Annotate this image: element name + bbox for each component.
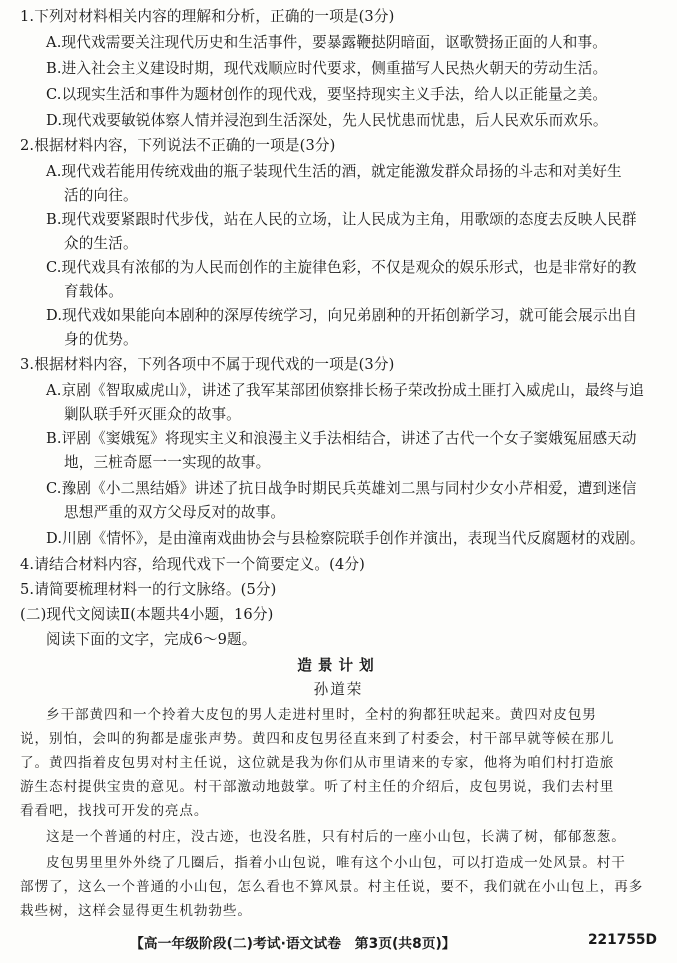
story-paragraph-1-line-1: 乡干部黄四和一个拎着大皮包的男人走进村里时，全村的狗都狂吠起来。黄四对皮包男	[46, 707, 597, 723]
question-1-option-b: B.进入社会主义建设时期，现代戏顺应时代要求，侧重描写人民热火朝天的劳动生活。	[46, 60, 608, 77]
section-2-heading: (二)现代文阅读Ⅱ(本题共4小题，16分)	[20, 606, 274, 623]
question-3-option-c-cont: 思想严重的双方父母反对的故事。	[64, 504, 286, 521]
question-3-option-b: B.评剧《窦娥冤》将现实主义和浪漫主义手法相结合，讲述了古代一个女子窦娥冤屈感天动	[46, 430, 637, 447]
question-1-stem: 1.下列对材料相关内容的理解和分析，正确的一项是(3分)	[20, 8, 395, 25]
question-2-option-d-cont: 身的优势。	[64, 331, 138, 348]
story-paragraph-1-line-4: 游生态村提供宝贵的意见。村干部激动地鼓掌。听了村主任的介绍后，皮包男说，我们去村里	[20, 779, 615, 795]
question-2-option-d: D.现代戏如果能向本剧种的深厚传统学习，向兄弟剧种的开拓创新学习，就可能会展示出自	[46, 307, 638, 324]
question-3-option-c: C.豫剧《小二黑结婚》讲述了抗日战争时期民兵英雄刘二黑与同村少女小芹相爱，遭到迷信	[46, 480, 637, 497]
question-2-stem: 2.根据材料内容，下列说法不正确的一项是(3分)	[20, 137, 336, 154]
question-2-option-a-cont: 活的向往。	[64, 187, 138, 204]
question-2-option-c-cont: 育载体。	[64, 283, 123, 300]
question-2-option-b: B.现代戏要紧跟时代步伐，站在人民的立场，让人民成为主角，用歌颂的态度去反映人民群	[46, 211, 637, 228]
question-3-option-d: D.川剧《情怀》，是由潼南戏曲协会与县检察院联手创作并演出，表现当代反腐题材的戏剧。	[46, 530, 645, 547]
story-paragraph-3-line-1: 皮包男里里外外绕了几圈后，指着小山包说，唯有这个小山包，可以打造成一处风景。村干	[46, 855, 626, 871]
question-5: 5.请简要梳理材料一的行文脉络。(5分)	[20, 581, 277, 598]
question-2-option-b-cont: 众的生活。	[64, 235, 138, 252]
story-paragraph-1-line-2: 说，别怕，会叫的狗都是虚张声势。黄四和皮包男径直来到了村委会，村干部早就等候在那儿	[20, 731, 615, 747]
story-paragraph-2: 这是一个普通的村庄，没古迹，也没名胜，只有村后的一座小山包，长满了树，郁郁葱葱。	[46, 829, 626, 845]
story-author: 孙道荣	[313, 681, 364, 698]
section-2-instruction: 阅读下面的文字，完成6～9题。	[46, 631, 257, 648]
page-footer	[0, 932, 677, 952]
story-paragraph-3-line-2: 部愣了，这么一个普通的小山包，怎么看也不算风景。村主任说，要不，我们就在小山包上，再多	[20, 879, 644, 895]
story-paragraph-3-line-3: 栽些树，这样会显得更生机勃勃些。	[20, 903, 252, 919]
question-2-option-c: C.现代戏具有浓郁的为人民而创作的主旋律色彩，不仅是观众的娱乐形式，也是非常好的教	[46, 259, 637, 276]
story-paragraph-1-line-3: 了。黄四指着皮包男对村主任说，这位就是我为你们从市里请来的专家，他将为咱们村打造旅	[20, 755, 615, 771]
question-1-option-c: C.以现实生活和事件为题材创作的现代戏，要坚持现实主义手法，给人以正能量之美。	[46, 86, 608, 103]
question-1-option-d: D.现代戏要敏锐体察人情并浸泡到生活深处，先人民忧患而忧患，后人民欢乐而欢乐。	[46, 112, 608, 129]
question-2-option-a: A.现代戏若能用传统戏曲的瓶子装现代生活的酒，就定能激发群众昂扬的斗志和对美好生	[46, 163, 622, 180]
question-1-option-a: A.现代戏需要关注现代历史和生活事件，要暴露鞭挞阴暗面，讴歌赞扬正面的人和事。	[46, 34, 607, 51]
question-3-stem: 3.根据材料内容，下列各项中不属于现代戏的一项是(3分)	[20, 356, 395, 373]
question-4: 4.请结合材料内容，给现代戏下一个简要定义。(4分)	[20, 556, 365, 573]
exam-footer-label: 【高一年级阶段(二)考试·语文试卷 第3页(共8页)】	[130, 936, 456, 952]
story-title: 造景计划	[297, 657, 380, 674]
exam-code: 221755D	[587, 932, 657, 948]
question-3-option-a: A.京剧《智取威虎山》，讲述了我军某部团侦察排长杨子荣改扮成土匪打入威虎山，最终与追	[46, 382, 644, 399]
question-3-option-a-cont: 剿队联手歼灭匪众的故事。	[64, 406, 241, 423]
question-3-option-b-cont: 地，三桩奇愿一一实现的故事。	[64, 454, 271, 471]
story-paragraph-1-line-5: 看看吧，找找可开发的亮点。	[20, 803, 209, 819]
